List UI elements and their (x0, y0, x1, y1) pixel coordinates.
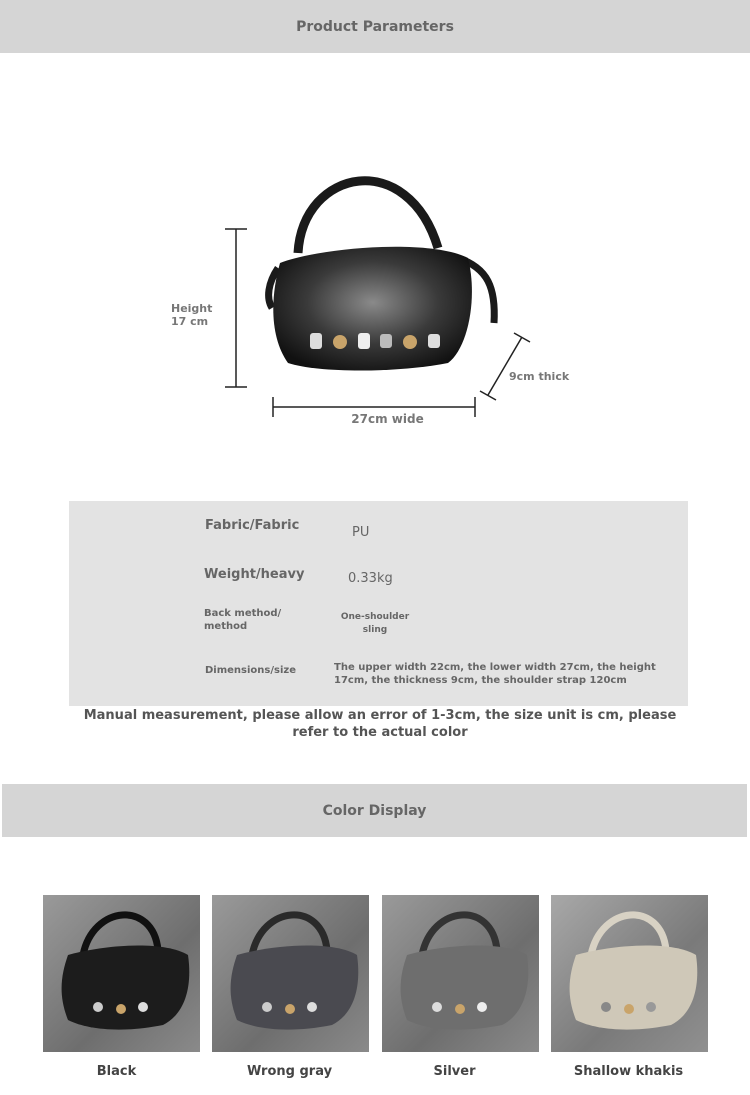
param-key-fabric: Fabric/Fabric (205, 518, 300, 533)
param-value-back-method: One-shoulder sling (340, 612, 410, 635)
color-swatch-black[interactable] (43, 895, 200, 1052)
handbag-image (258, 158, 508, 378)
color-label-wrong-gray: Wrong gray (246, 1064, 333, 1079)
color-display-header (2, 784, 747, 837)
color-label-shallow-khakis: Shallow khakis (573, 1064, 684, 1079)
width-label: 27cm wide (351, 412, 424, 426)
param-key-weight: Weight/heavy (204, 567, 305, 582)
param-key-back-method: Back method/ method (204, 608, 282, 632)
parameters-table (69, 501, 688, 706)
color-label-black: Black (96, 1064, 137, 1079)
measurement-note: Manual measurement, please allow an error of 1-3cm, the size unit is cm, please refer to the actual color (83, 708, 677, 740)
color-display-title: Color Display (322, 802, 427, 819)
color-swatch-silver[interactable] (382, 895, 539, 1052)
param-value-dimensions: The upper width 22cm, the lower width 27cm, the height 17cm, the thickness 9cm, the shoulder strap 120cm (334, 662, 656, 686)
color-swatch-wrong-gray[interactable] (212, 895, 369, 1052)
param-value-weight: 0.33kg (348, 571, 393, 586)
height-label: Height 17 cm (171, 302, 213, 328)
color-swatch-shallow-khakis[interactable] (551, 895, 708, 1052)
product-parameters-title: Product Parameters (296, 18, 454, 35)
param-key-dimensions: Dimensions/size (205, 665, 297, 676)
param-value-fabric: PU (352, 525, 370, 540)
thickness-label: 9cm thick (509, 370, 570, 383)
color-label-silver: Silver (433, 1064, 476, 1079)
